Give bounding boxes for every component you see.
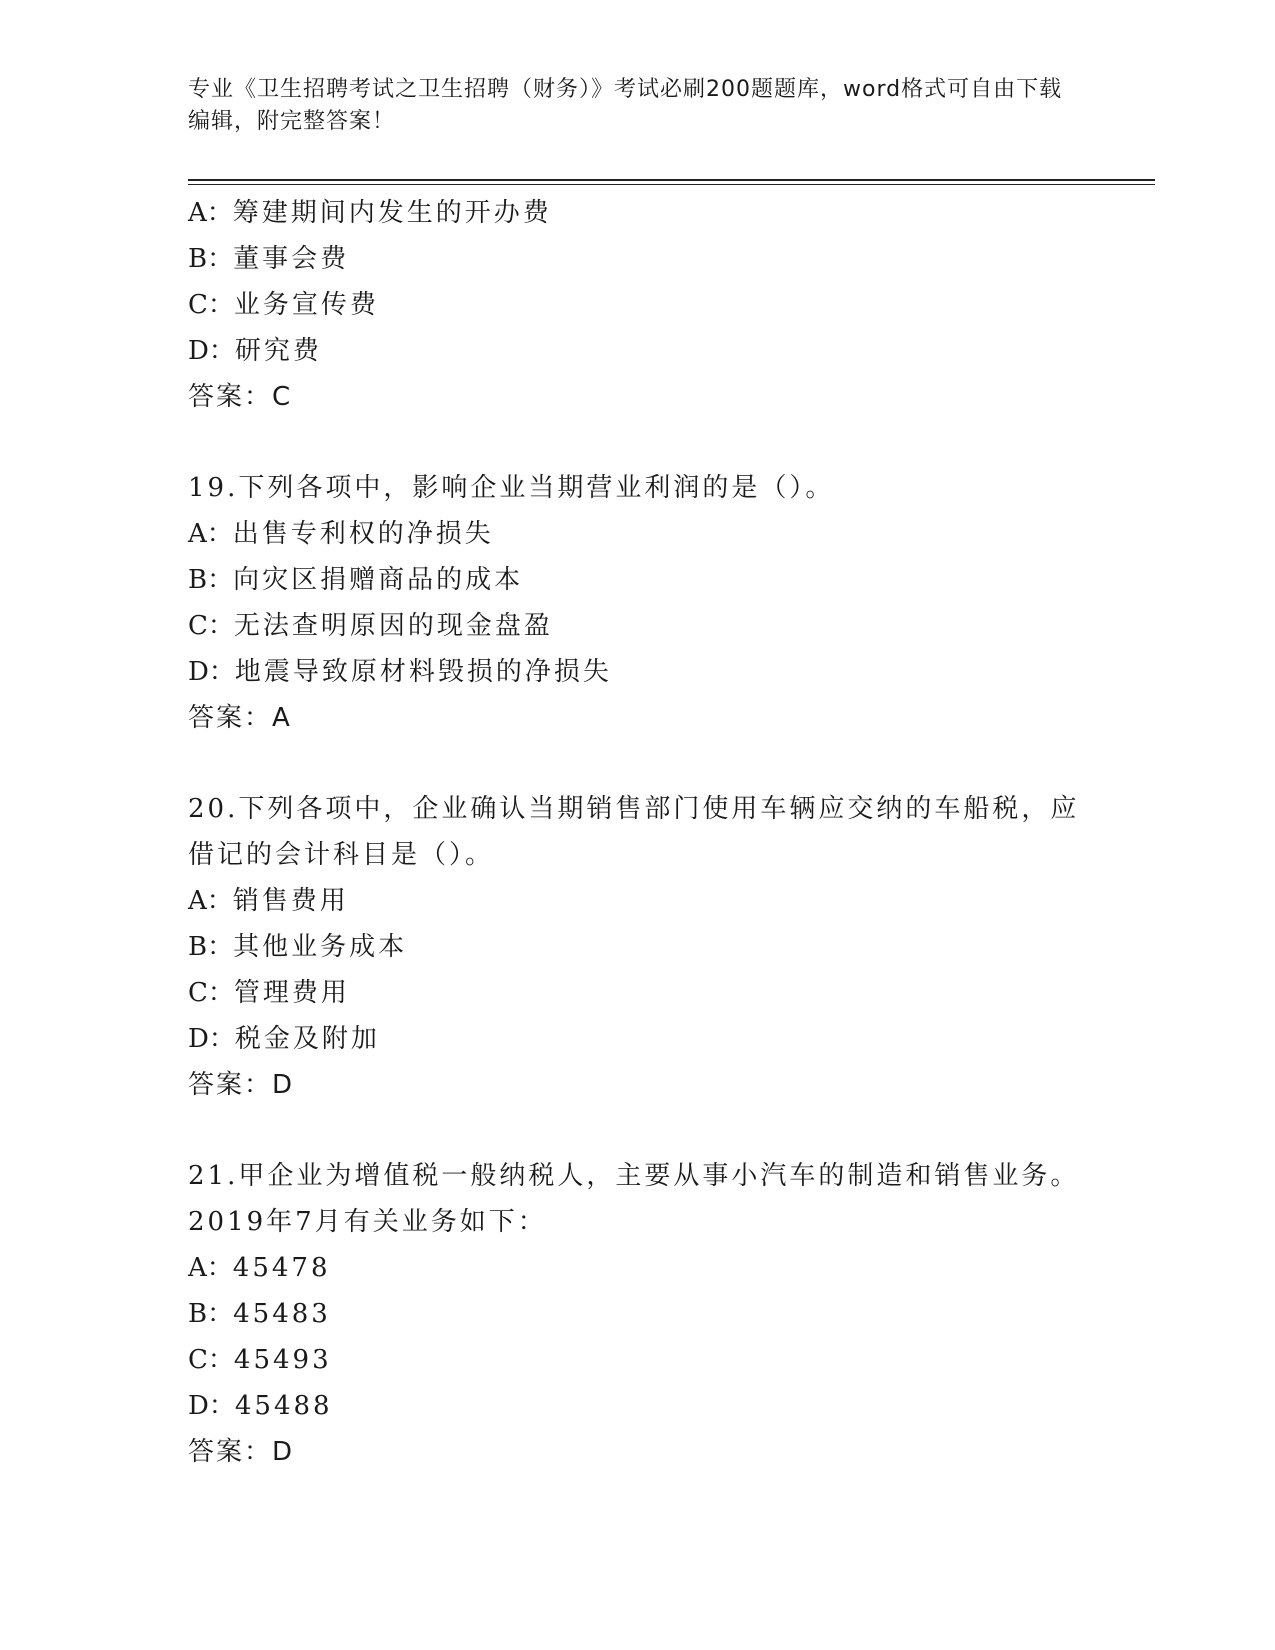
question-block-prev [188,190,1088,420]
option-c: C：45493 [188,1345,332,1375]
question-block-21 [188,1153,1088,1475]
question-stem: 20.下列各项中，企业确认当期销售部门使用车辆应交纳的车船税，应借记的会计科目是（）。 [188,794,1080,870]
option-d: D：研究费 [188,336,322,366]
option-a: A：45478 [188,1253,331,1283]
header-text: 专业《卫生招聘考试之卫生招聘（财务）》考试必刷200题题库，word格式可自由下载编辑，附完整答案！ [188,77,1063,134]
option-b: B：其他业务成本 [188,932,408,962]
header-divider-thin [188,184,1155,185]
option-b: B：45483 [188,1299,331,1329]
option-c: C：管理费用 [188,978,350,1008]
question-stem: 21.甲企业为增值税一般纳税人，主要从事小汽车的制造和销售业务。2019年7月有关业务如下： [188,1161,1080,1237]
option-a: A：销售费用 [188,886,349,916]
option-d: D：地震导致原材料毁损的净损失 [188,657,612,687]
option-d: D：45488 [188,1391,333,1421]
question-block-20 [188,786,1088,1108]
option-a: A：出售专利权的净损失 [188,519,494,549]
question-list [188,190,1088,1475]
option-b: B：向灾区捐赠商品的成本 [188,565,524,595]
option-b: B：董事会费 [188,244,350,274]
answer-line: 答案：D [188,1437,295,1467]
answer-line: 答案：A [188,703,292,733]
document-header [188,74,1068,138]
option-d: D：税金及附加 [188,1024,380,1054]
option-a: A：筹建期间内发生的开办费 [188,198,552,228]
question-stem: 19.下列各项中，影响企业当期营业利润的是（）。 [188,473,835,503]
header-divider-thick [188,179,1155,181]
option-c: C：业务宣传费 [188,290,379,320]
option-c: C：无法查明原因的现金盘盈 [188,611,553,641]
question-block-19 [188,465,1088,741]
answer-line: 答案：C [188,382,293,412]
answer-line: 答案：D [188,1070,295,1100]
